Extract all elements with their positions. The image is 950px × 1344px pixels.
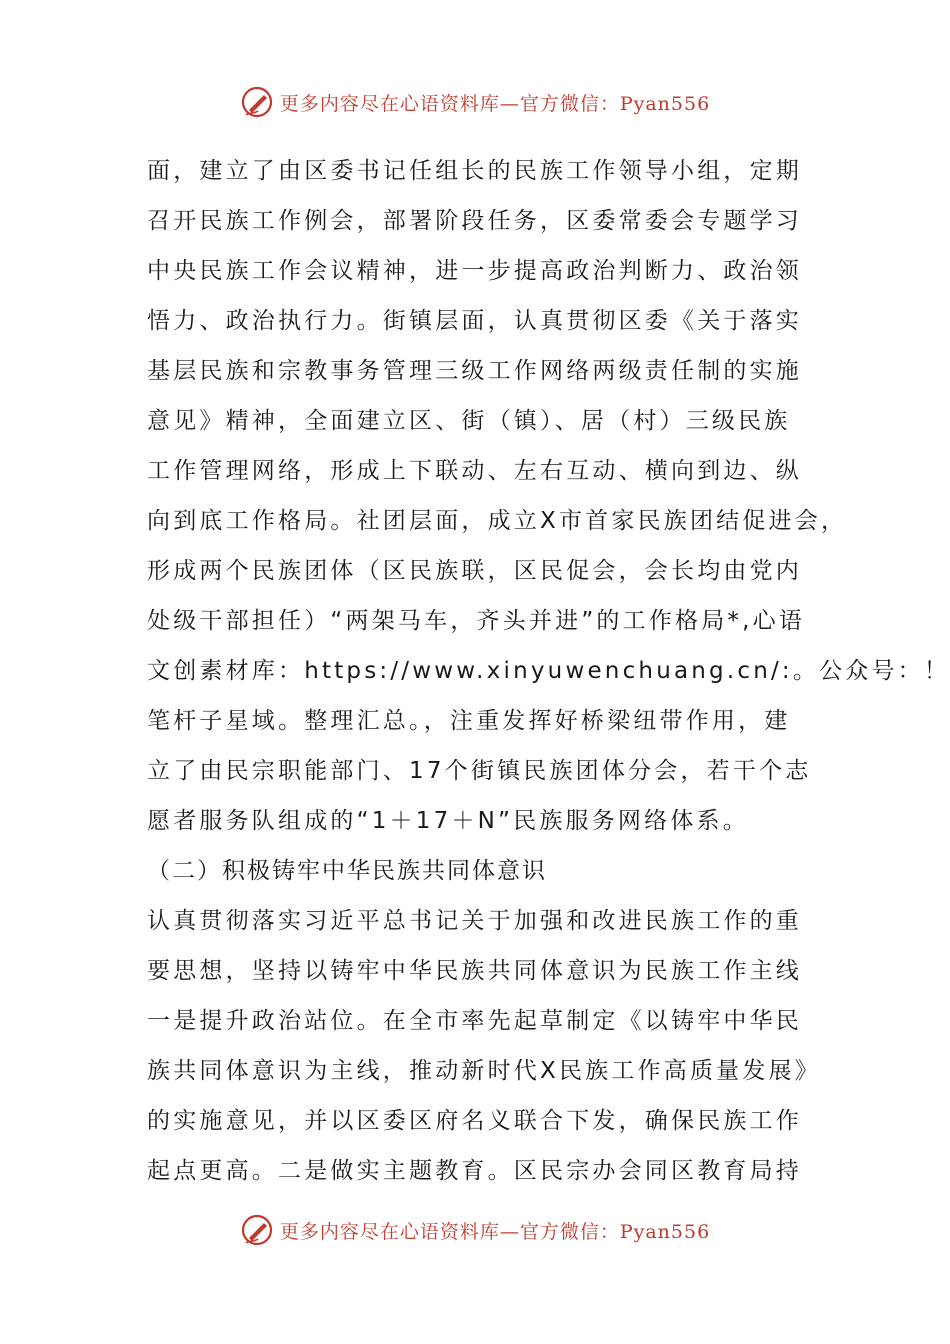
text-line: 愿者服务队组成的“1＋17＋N”民族服务网络体系。 — [147, 808, 749, 834]
text-line: 起点更高。二是做实主题教育。区民宗办会同区教育局持 — [147, 1158, 802, 1184]
footer-banner-text: 更多内容尽在心语资料库—官方微信：Pyan556 — [279, 1220, 711, 1243]
text-line: 族共同体意识为主线，推动新时代X民族工作高质量发展》 — [147, 1058, 821, 1084]
text-line: 认真贯彻落实习近平总书记关于加强和改进民族工作的重 — [147, 908, 802, 934]
text-line: 笔杆子星域。整理汇总。，注重发挥好桥梁纽带作用，建 — [147, 708, 791, 734]
text-line: 中央民族工作会议精神，进一步提高政治判断力、政治领 — [147, 258, 802, 284]
text-line: 形成两个民族团体（区民族联，区民促会，会长均由党内 — [147, 558, 802, 584]
document-body — [147, 146, 950, 1196]
text-line: 处级干部担任）“两架马车，齐头并进”的工作格局*,心语 — [147, 608, 806, 634]
text-line: 一是提升政治站位。在全市率先起草制定《以铸牢中华民 — [147, 1008, 802, 1034]
text-line: 文创素材库：https://www.xinyuwenchuang.cn/:。公众号：！ — [147, 658, 950, 684]
text-line: 悟力、政治执行力。街镇层面，认真贯彻区委《关于落实 — [147, 308, 802, 334]
text-line: 立了由民宗职能部门、17个街镇民族团体分会，若干个志 — [147, 758, 812, 784]
text-line: 召开民族工作例会，部署阶段任务，区委常委会专题学习 — [147, 208, 802, 234]
pen-circle-logo-icon — [240, 85, 274, 119]
text-line: 向到底工作格局。社团层面，成立X市首家民族团结促进会， — [147, 508, 848, 534]
header-banner — [0, 82, 950, 122]
text-line: 面，建立了由区委书记任组长的民族工作领导小组，定期 — [147, 158, 802, 184]
text-line: 要思想，坚持以铸牢中华民族共同体意识为民族工作主线 — [147, 958, 802, 984]
text-line: 的实施意见，并以区委区府名义联合下发，确保民族工作 — [147, 1108, 802, 1134]
footer-banner — [0, 1210, 950, 1250]
text-line: 基层民族和宗教事务管理三级工作网络两级责任制的实施 — [147, 358, 802, 384]
text-line: 工作管理网络，形成上下联动、左右互动、横向到边、纵 — [147, 458, 802, 484]
section-heading: （二）积极铸牢中华民族共同体意识 — [147, 858, 547, 884]
text-line: 意见》精神，全面建立区、街（镇）、居（村）三级民族 — [147, 408, 791, 434]
header-banner-text: 更多内容尽在心语资料库—官方微信：Pyan556 — [279, 92, 711, 115]
pen-circle-logo-icon — [240, 1213, 274, 1247]
